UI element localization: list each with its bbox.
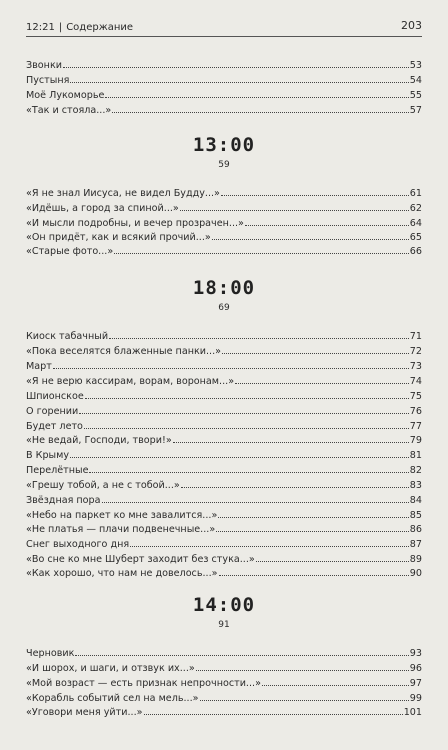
toc-leader xyxy=(102,492,409,503)
toc-entry-title: О горении xyxy=(26,406,79,417)
toc-entry[interactable] xyxy=(26,343,422,357)
toc-entry-page: 65 xyxy=(409,232,422,243)
toc-entry-page: 62 xyxy=(409,203,422,214)
toc-entry-page: 89 xyxy=(409,554,422,565)
header-time: 12:21 xyxy=(26,22,55,33)
toc-entry-title: Звёздная пора xyxy=(26,495,101,506)
section-time: 18:00 xyxy=(192,277,256,299)
toc-entry-page: 79 xyxy=(409,435,422,446)
toc-leader xyxy=(89,462,408,473)
toc-entry-title: «Небо на паркет ко мне завалится...» xyxy=(26,510,218,521)
toc-entry-page: 82 xyxy=(409,465,422,476)
toc-entry-title: Шпионское xyxy=(26,391,84,402)
toc-entry-page: 72 xyxy=(409,346,422,357)
toc-leader xyxy=(216,521,409,532)
toc-entry[interactable] xyxy=(26,418,422,432)
toc-entry-title: «И шорох, и шаги, и отзвук их...» xyxy=(26,663,195,674)
toc-entry[interactable] xyxy=(26,229,422,243)
toc-entry-title: «Корабль событий сел на мель...» xyxy=(26,693,199,704)
toc-entry-title: «Я не верю кассирам, ворам, воронам...» xyxy=(26,376,235,387)
toc-leader xyxy=(212,229,409,240)
toc-entry-page: 53 xyxy=(409,60,422,71)
toc-entry[interactable] xyxy=(26,492,422,506)
toc-entry-page: 81 xyxy=(409,450,422,461)
toc-entry-page: 97 xyxy=(409,678,422,689)
toc-entry-page: 64 xyxy=(409,218,422,229)
toc-entry-title: «И мысли подробны, и вечер прозрачен...» xyxy=(26,218,244,229)
toc-leader xyxy=(70,72,408,83)
toc-entry-title: Перелётные xyxy=(26,465,89,476)
toc-entry[interactable] xyxy=(26,388,422,402)
header-left xyxy=(26,22,133,34)
toc-entry[interactable] xyxy=(26,565,422,579)
toc-entry-title: Снег выходного дня xyxy=(26,539,130,550)
toc-entry[interactable] xyxy=(26,403,422,417)
toc-entry-title: Моё Лукоморье xyxy=(26,90,105,101)
toc-entry-page: 55 xyxy=(409,90,422,101)
toc-entry-page: 61 xyxy=(409,188,422,199)
toc-leader xyxy=(222,343,409,354)
section-heading[interactable] xyxy=(0,134,448,172)
toc-entry-title: Черновик xyxy=(26,648,75,659)
toc-leader xyxy=(180,200,409,211)
toc-leader xyxy=(245,215,409,226)
page-header xyxy=(26,19,422,37)
header-separator: | xyxy=(58,22,63,33)
toc-entry[interactable] xyxy=(26,521,422,535)
toc-leader xyxy=(181,477,409,488)
toc-entry[interactable] xyxy=(26,645,422,659)
toc-entry-page: 85 xyxy=(409,510,422,521)
toc-entry[interactable] xyxy=(26,477,422,491)
toc-leader xyxy=(173,432,409,443)
toc-leader xyxy=(70,447,409,458)
toc-entry-page: 101 xyxy=(403,707,422,718)
section-page: 59 xyxy=(218,160,230,170)
toc-leader xyxy=(219,565,409,576)
toc-entry[interactable] xyxy=(26,243,422,257)
toc-entry[interactable] xyxy=(26,536,422,550)
toc-entry-page: 73 xyxy=(409,361,422,372)
section-page: 69 xyxy=(218,303,230,313)
toc-entry-title: Март xyxy=(26,361,52,372)
toc-entry-title: «Я не знал Иисуса, не видел Будду...» xyxy=(26,188,220,199)
toc-entry[interactable] xyxy=(26,102,422,116)
toc-entry-title: «Так и стояла...» xyxy=(26,105,112,116)
toc-entry[interactable] xyxy=(26,328,422,342)
section-page: 91 xyxy=(218,620,230,630)
toc-entry[interactable] xyxy=(26,358,422,372)
toc-entry[interactable] xyxy=(26,87,422,101)
toc-leader xyxy=(200,690,409,701)
toc-entry[interactable] xyxy=(26,57,422,71)
header-title: Содержание xyxy=(66,22,134,33)
toc-leader xyxy=(53,358,409,369)
toc-entry[interactable] xyxy=(26,215,422,229)
toc-entry[interactable] xyxy=(26,72,422,86)
toc-entry-title: «Он придёт, как и всякий прочий...» xyxy=(26,232,211,243)
toc-entry-title: В Крыму xyxy=(26,450,70,461)
toc-leader xyxy=(196,660,409,671)
toc-entry[interactable] xyxy=(26,373,422,387)
toc-entry-title: Будет лето xyxy=(26,421,83,432)
toc-entry[interactable] xyxy=(26,704,422,718)
toc-leader xyxy=(114,243,409,254)
toc-leader xyxy=(75,645,408,656)
section-time: 14:00 xyxy=(192,594,256,616)
toc-entry-title: «Не платья — плачи подвенечные...» xyxy=(26,524,216,535)
toc-leader xyxy=(130,536,409,547)
toc-entry-page: 54 xyxy=(409,75,422,86)
toc-entry-page: 86 xyxy=(409,524,422,535)
toc-entry-page: 96 xyxy=(409,663,422,674)
toc-entry-title: Киоск табачный xyxy=(26,331,109,342)
toc-entry-page: 93 xyxy=(409,648,422,659)
toc-leader xyxy=(79,403,409,414)
toc-entry[interactable] xyxy=(26,675,422,689)
section-time: 13:00 xyxy=(192,134,256,156)
toc-entry-page: 75 xyxy=(409,391,422,402)
toc-entry-page: 83 xyxy=(409,480,422,491)
toc-leader xyxy=(256,551,409,562)
toc-leader xyxy=(105,87,408,98)
toc-entry[interactable] xyxy=(26,447,422,461)
toc-entry-title: Пустыня xyxy=(26,75,70,86)
toc-entry[interactable] xyxy=(26,690,422,704)
section-heading[interactable] xyxy=(0,594,448,632)
toc-entry-title: «Уговори меня уйти...» xyxy=(26,707,143,718)
toc-entry-page: 77 xyxy=(409,421,422,432)
toc-entry[interactable] xyxy=(26,507,422,521)
toc-entry-title: «Грешу тобой, а не с тобой...» xyxy=(26,480,180,491)
toc-entry[interactable] xyxy=(26,551,422,565)
toc-leader xyxy=(85,388,409,399)
toc-entry-page: 76 xyxy=(409,406,422,417)
header-page-number: 203 xyxy=(401,19,422,32)
toc-entry-title: «Мой возраст — есть признак непрочности...» xyxy=(26,678,261,689)
toc-entry-title: «Как хорошо, что нам не довелось...» xyxy=(26,568,218,579)
section-heading[interactable] xyxy=(0,277,448,315)
toc-entry-page: 84 xyxy=(409,495,422,506)
toc-entry-page: 87 xyxy=(409,539,422,550)
toc-entry[interactable] xyxy=(26,185,422,199)
toc-entry-page: 71 xyxy=(409,331,422,342)
toc-entry-page: 90 xyxy=(409,568,422,579)
toc-entry-title: «Идёшь, а город за спиной...» xyxy=(26,203,179,214)
toc-entry-title: Звонки xyxy=(26,60,62,71)
toc-entry-title: «Пока веселятся блаженные панки...» xyxy=(26,346,222,357)
toc-entry-page: 74 xyxy=(409,376,422,387)
toc-leader xyxy=(262,675,409,686)
toc-leader xyxy=(63,57,409,68)
toc-entry-page: 66 xyxy=(409,246,422,257)
toc-leader xyxy=(235,373,409,384)
toc-leader xyxy=(109,328,409,339)
toc-entry[interactable] xyxy=(26,660,422,674)
toc-entry-title: «Не ведай, Господи, твори!» xyxy=(26,435,172,446)
toc-entry-title: «Во сне ко мне Шуберт заходит без стука...» xyxy=(26,554,255,565)
toc-leader xyxy=(112,102,409,113)
toc-entry[interactable] xyxy=(26,432,422,446)
toc-leader xyxy=(221,185,409,196)
toc-leader xyxy=(144,704,403,715)
toc-entry[interactable] xyxy=(26,200,422,214)
toc-entry-page: 57 xyxy=(409,105,422,116)
toc-entry[interactable] xyxy=(26,462,422,476)
toc-leader xyxy=(218,507,408,518)
toc-leader xyxy=(84,418,409,429)
toc-entry-page: 99 xyxy=(409,693,422,704)
toc-entry-title: «Старые фото...» xyxy=(26,246,114,257)
